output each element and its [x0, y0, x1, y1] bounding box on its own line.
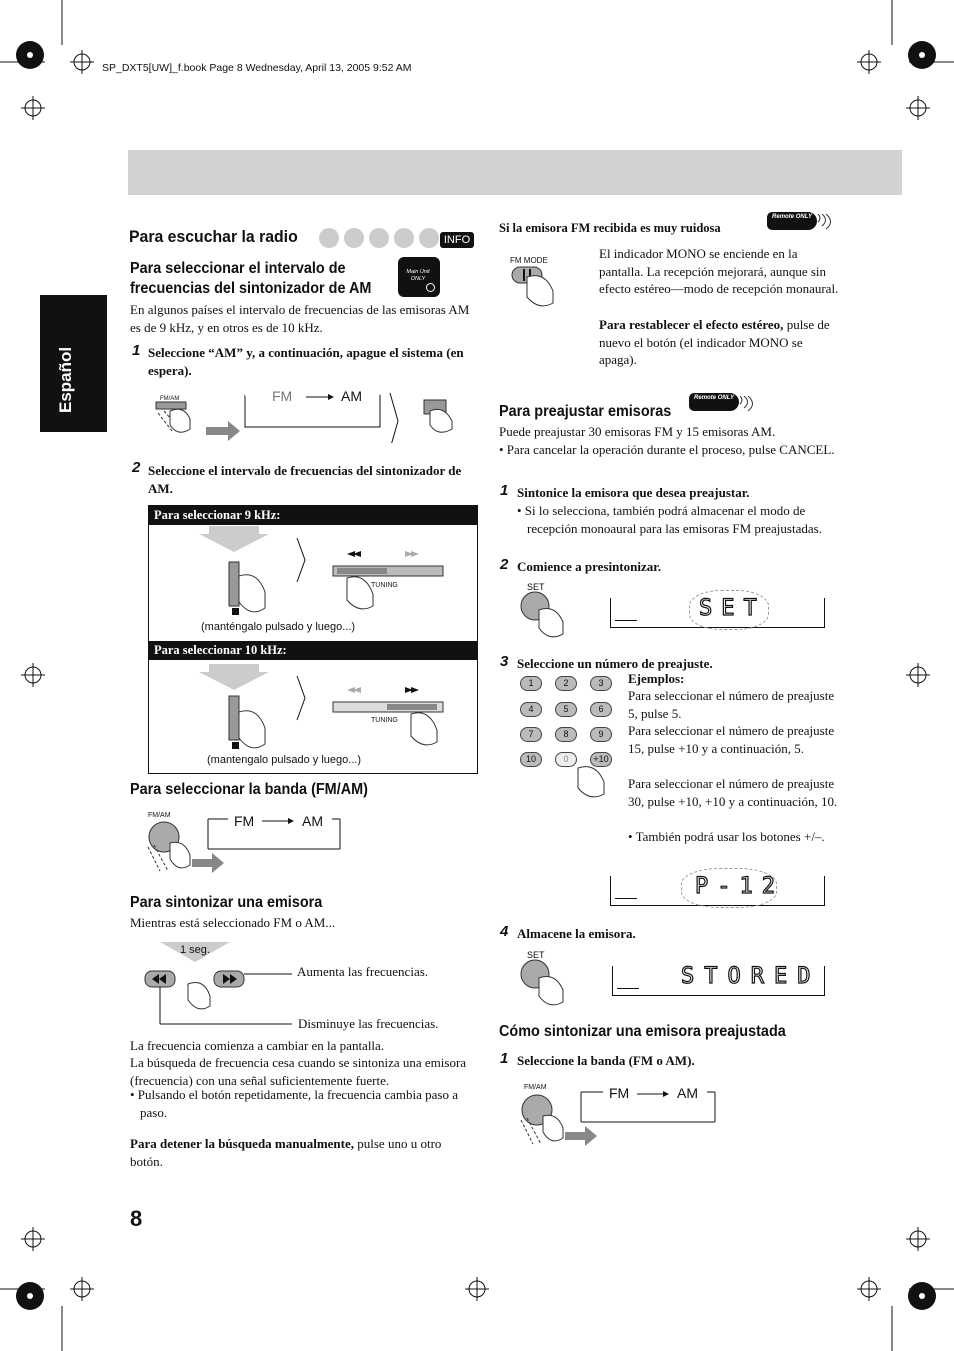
- key-3[interactable]: 3: [590, 676, 612, 691]
- restore-bold: Para restablecer el efecto estéreo,: [599, 317, 784, 332]
- step1-number: 1: [132, 342, 141, 359]
- language-tab: [40, 295, 107, 432]
- info-badge: INFO: [440, 232, 474, 248]
- signal-icon-2: [738, 396, 756, 412]
- remote-badge-1: Remote ONLY: [767, 212, 817, 230]
- preset-step1-number: 1: [500, 482, 509, 499]
- step1-illustration: [148, 383, 478, 443]
- step1-text: Seleccione “AM” y, a continuación, apague el sistema (en espera).: [148, 345, 464, 378]
- preset-step1-text: Sintonice la emisora que desea preajustar.: [517, 485, 750, 500]
- band-fm: FM: [234, 813, 255, 829]
- tuning-label-10: TUNING: [371, 717, 398, 724]
- tune-illustration: [140, 940, 300, 1030]
- set-button-illustration-1: [515, 590, 585, 640]
- keypad-finger: [570, 760, 620, 810]
- step1-fm: FM: [272, 388, 293, 404]
- key-5[interactable]: 5: [555, 702, 577, 717]
- examples-title: Ejemplos:: [628, 671, 685, 686]
- decrease-label: Disminuye las frecuencias.: [298, 1016, 439, 1031]
- book-header-line: SP_DXT5[UW]_f.book Page 8 Wednesday, April 13, 2005 9:52 AM: [102, 62, 412, 74]
- band-heading: Para seleccionar la banda (FM/AM): [130, 781, 368, 798]
- lcd-stored-text: STORED: [681, 964, 821, 989]
- preset-step4-number: 4: [500, 923, 509, 940]
- stop-search-note: [130, 1135, 476, 1170]
- key-10[interactable]: 10: [520, 752, 542, 767]
- key-1[interactable]: 1: [520, 676, 542, 691]
- tune-intro: Mientras está seleccionado FM o AM...: [130, 915, 336, 930]
- fm-mode-illustration: [505, 265, 585, 315]
- language-label: Español: [56, 346, 75, 413]
- restore-rest: pulse de nuevo el botón (el indicador MONO se apaga).: [599, 317, 830, 367]
- fmam-label: FM/AM: [160, 396, 180, 402]
- set-label-2: SET: [527, 950, 545, 960]
- lcd-display-stored: [612, 966, 825, 996]
- power-icon: [426, 283, 435, 292]
- key-0[interactable]: 0: [555, 752, 577, 767]
- lcd-display-set: [610, 598, 825, 628]
- khz-illustration: [149, 526, 477, 774]
- preset-cancel: • Para cancelar la operación durante el proceso, pulse CANCEL.: [499, 442, 835, 457]
- preset-step4-text: Almacene la emisora.: [517, 926, 636, 941]
- preset-intro: Puede preajustar 30 emisoras FM y 15 emisoras AM.: [499, 424, 776, 439]
- lcd-set-text: SET: [699, 596, 766, 621]
- tune-bullet: • Pulsando el botón repetidamente, la frecuencia cambia paso a paso.: [130, 1087, 458, 1120]
- restore-note: [599, 316, 839, 369]
- how-fm: FM: [609, 1085, 630, 1101]
- preset-step2-text: Comience a presintonizar.: [517, 559, 662, 574]
- step1-am: AM: [341, 388, 362, 404]
- main-unit-badge: [398, 257, 440, 297]
- fm-mode-label: FM MODE: [510, 256, 548, 265]
- band-am: AM: [302, 813, 323, 829]
- set-label-1: SET: [527, 582, 545, 592]
- example-4: • También podrá usar los botones +/–.: [628, 829, 825, 844]
- remote-badge-2: Remote ONLY: [689, 393, 739, 411]
- tuning-label-9: TUNING: [371, 582, 398, 589]
- example-2: Para seleccionar el número de preajuste 15, pulse +10 y a continuación, 5.: [628, 723, 835, 756]
- key-2[interactable]: 2: [555, 676, 577, 691]
- box10-title: Para seleccionar 10 kHz:: [149, 641, 477, 660]
- how-heading: Cómo sintonizar una emisora preajustada: [499, 1023, 786, 1040]
- header-band: [128, 150, 902, 195]
- preset-step1-bullet: • Si lo selecciona, también podrá almacenar el modo de recepción monoaural para las emisoras FM preajustadas.: [517, 503, 822, 536]
- step2-text: Seleccione el intervalo de frecuencias del sintonizador de AM.: [148, 463, 462, 496]
- hold-note-9: (manténgalo pulsado y luego...): [201, 621, 356, 633]
- interval-heading: Para seleccionar el intervalo de frecuencias del sintonizador de AM: [130, 260, 372, 297]
- example-3: Para seleccionar el número de preajuste 30, pulse +10, +10 y a continuación, 10.: [628, 776, 838, 809]
- stop-search-bold: Para detener la búsqueda manualmente,: [130, 1136, 355, 1151]
- interval-intro: En algunos países el intervalo de frecuencias de las emisoras AM es de 9 kHz, y en otros es de 10 kHz.: [130, 302, 470, 335]
- section-title: Para escuchar la radio: [129, 227, 298, 246]
- set-button-illustration-2: [515, 958, 585, 1008]
- how-step1-text: Seleccione la banda (FM o AM).: [517, 1053, 695, 1068]
- step2-number: 2: [132, 459, 141, 476]
- how-step1-number: 1: [500, 1050, 509, 1067]
- key-7[interactable]: 7: [520, 727, 542, 742]
- preset-step3-text: Seleccione un número de preajuste.: [517, 656, 713, 671]
- key-9[interactable]: 9: [590, 727, 612, 742]
- weak-heading: Si la emisora FM recibida es muy ruidosa: [499, 221, 721, 235]
- section-title-bar: [129, 226, 474, 249]
- key-plus10[interactable]: +10: [590, 752, 612, 767]
- how-fmam-label: FM/AM: [524, 1084, 547, 1091]
- increase-label: Aumenta las frecuencias.: [297, 964, 429, 979]
- hold-note-10: (mantengalo pulsado y luego...): [207, 754, 362, 766]
- one-second-label: 1 seg.: [180, 944, 210, 956]
- khz-box: [148, 505, 478, 774]
- preset-step2-number: 2: [500, 556, 509, 573]
- how-am: AM: [677, 1085, 698, 1101]
- lcd-p12-text: P-12: [695, 874, 784, 899]
- signal-icon: [816, 214, 834, 230]
- key-6[interactable]: 6: [590, 702, 612, 717]
- preset-step3-number: 3: [500, 653, 509, 670]
- example-1: Para seleccionar el número de preajuste 5, pulse 5.: [628, 688, 835, 721]
- tune-heading: Para sintonizar una emisora: [130, 894, 323, 911]
- key-4[interactable]: 4: [520, 702, 542, 717]
- stop-search-rest: pulse uno u otro botón.: [130, 1136, 442, 1169]
- preset-heading: Para preajustar emisoras: [499, 403, 672, 420]
- mono-text: El indicador MONO se enciende en la pantalla. La recepción mejorará, aunque sin efecto estéreo—modo de recepción monaural.: [599, 246, 839, 296]
- key-8[interactable]: 8: [555, 727, 577, 742]
- lcd-display-p12: [610, 876, 825, 906]
- box9-title: Para seleccionar 9 kHz:: [149, 506, 477, 525]
- page-number: 8: [130, 1206, 143, 1231]
- tune-para1: La frecuencia comienza a cambiar en la pantalla.: [130, 1038, 385, 1053]
- main-unit-badge-text: Main Unit ONLY: [406, 269, 430, 282]
- tune-para2: La búsqueda de frecuencia cesa cuando se sintoniza una emisora (frecuencia) con una señal suficientemente fuerte.: [130, 1055, 467, 1088]
- band-fmam-label: FM/AM: [148, 812, 171, 819]
